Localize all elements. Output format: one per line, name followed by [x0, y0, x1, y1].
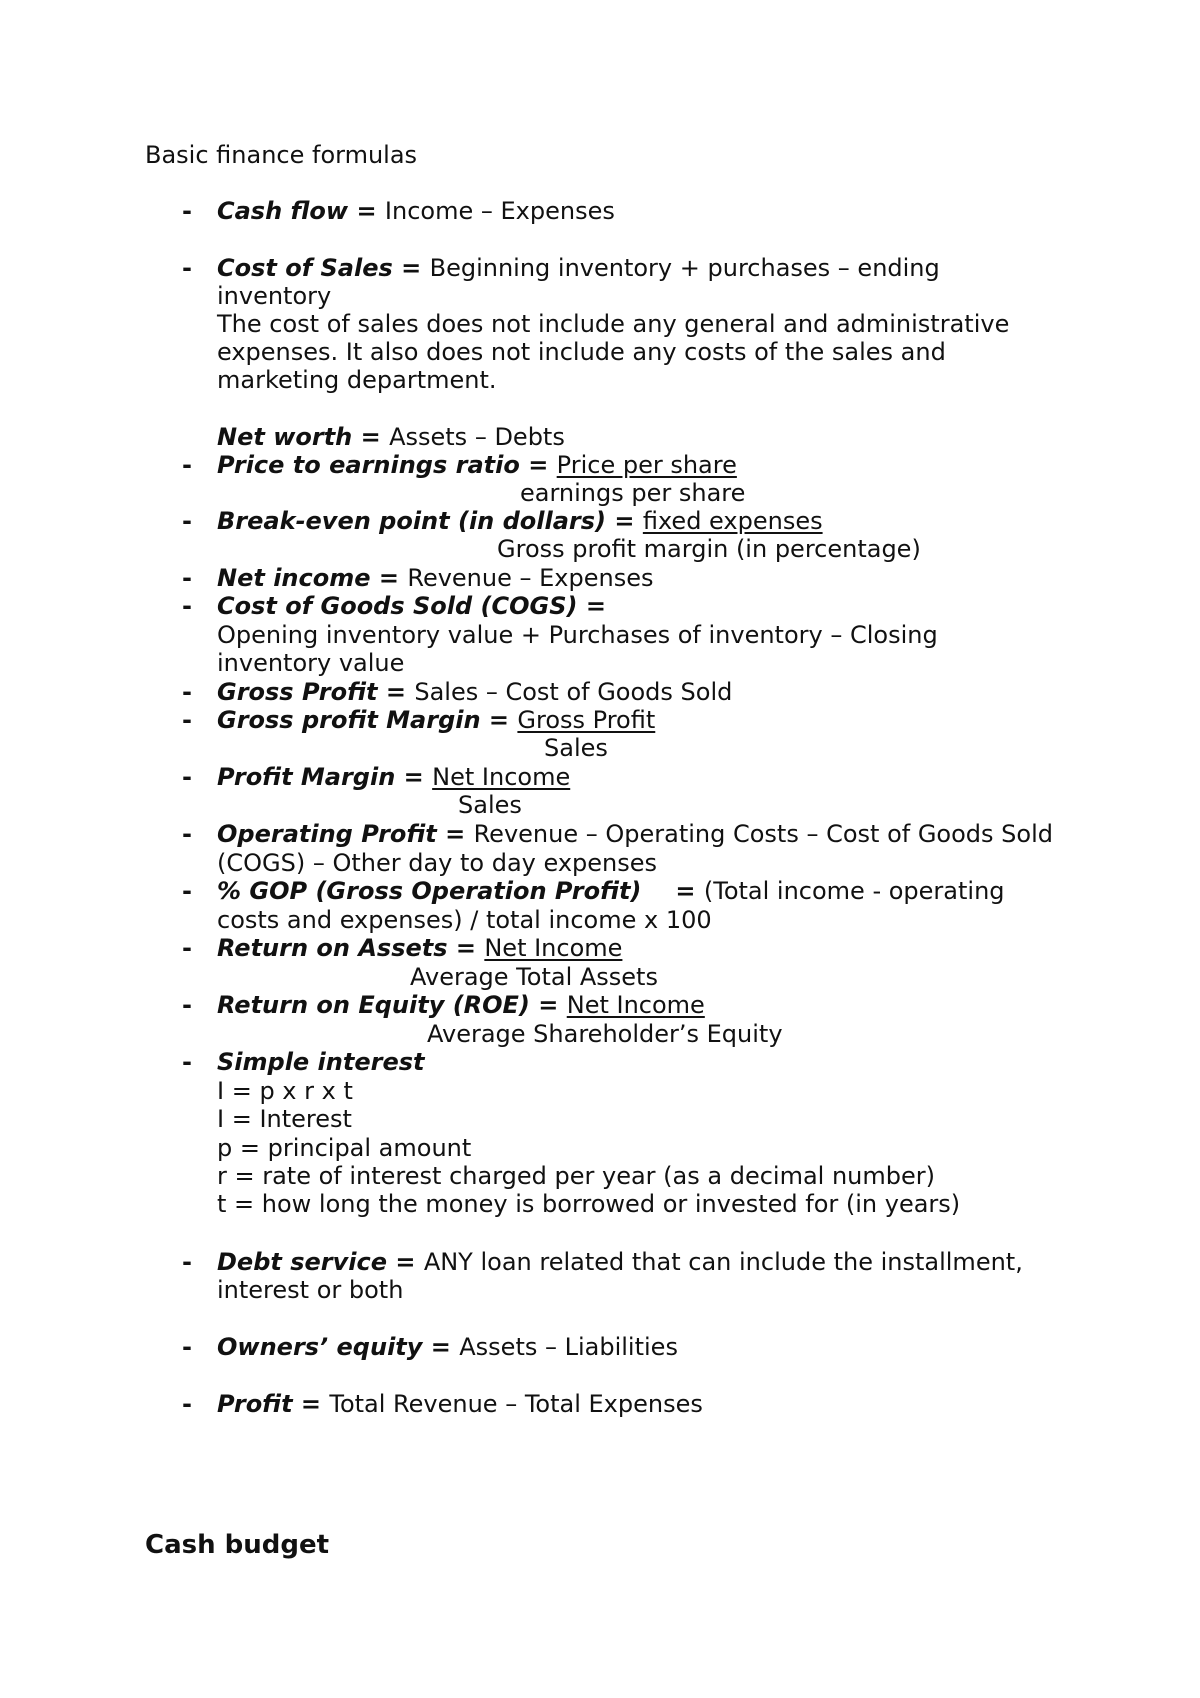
formula-cost-of-sales-line-2: inventory — [217, 282, 332, 310]
term-cash-flow: Cash flow — [217, 197, 349, 225]
formula-operating-profit-line-2: (COGS) – Other day to day expenses — [217, 849, 658, 877]
simple-interest-def-t: t = how long the money is borrowed or invested for (in years) — [217, 1190, 961, 1218]
formula-gross-profit: Sales – Cost of Goods Sold — [414, 678, 733, 706]
item-profit — [217, 1389, 703, 1419]
equals-sign: = — [577, 592, 606, 620]
denominator-gross-profit-margin: Sales — [544, 734, 608, 762]
formula-operating-profit-line-1: Revenue – Operating Costs – Cost of Goods Sold — [473, 820, 1053, 848]
formula-cogs-line-2: inventory value — [217, 649, 405, 677]
bullet-dash: - — [182, 507, 192, 535]
bullet-dash: - — [182, 1248, 192, 1276]
item-debt-service — [217, 1247, 1023, 1277]
formula-net-income: Revenue – Expenses — [407, 564, 654, 592]
bullet-dash: - — [182, 1390, 192, 1418]
item-pe-ratio — [217, 450, 737, 480]
item-gop — [217, 876, 1005, 906]
bullet-dash: - — [182, 991, 192, 1019]
numerator-roa: Net Income — [484, 934, 623, 962]
bullet-dash: - — [182, 254, 192, 282]
term-break-even: Break-even point (in dollars) — [217, 507, 607, 535]
term-roa: Return on Assets — [217, 934, 448, 962]
equals-sign: = — [606, 507, 643, 535]
equals-sign: = — [370, 564, 408, 592]
term-debt-service: Debt service — [217, 1248, 387, 1276]
item-owners-equity — [217, 1332, 678, 1362]
formula-cost-of-sales-line-1: Beginning inventory + purchases – ending — [429, 254, 940, 282]
term-operating-profit: Operating Profit — [217, 820, 437, 848]
formula-profit: Total Revenue – Total Expenses — [329, 1390, 703, 1418]
item-roe — [217, 990, 705, 1020]
formula-debt-service-line-1: ANY loan related that can include the installment, — [423, 1248, 1023, 1276]
term-gross-profit: Gross Profit — [217, 678, 378, 706]
equals-sign: = — [675, 877, 704, 905]
equals-sign: = — [519, 451, 557, 479]
denominator-roe: Average Shareholder’s Equity — [427, 1020, 783, 1048]
item-operating-profit — [217, 819, 1053, 849]
note-cost-of-sales-line-1: The cost of sales does not include any general and administrative — [217, 310, 1010, 338]
note-cost-of-sales-line-3: marketing department. — [217, 366, 497, 394]
formula-gop-line-1: (Total income - operating — [703, 877, 1005, 905]
formula-gop-line-2: costs and expenses) / total income x 100 — [217, 906, 712, 934]
bullet-dash: - — [182, 934, 192, 962]
term-owners-equity: Owners’ equity — [217, 1333, 423, 1361]
equals-sign: = — [377, 678, 415, 706]
denominator-pe-ratio: earnings per share — [520, 479, 746, 507]
term-net-income: Net income — [217, 564, 371, 592]
formula-cash-flow: Income – Expenses — [384, 197, 615, 225]
item-cogs — [217, 591, 606, 621]
term-profit: Profit — [217, 1390, 293, 1418]
simple-interest-formula: I = p x r x t — [217, 1077, 353, 1105]
term-cogs: Cost of Goods Sold (COGS) — [217, 592, 578, 620]
bullet-dash: - — [182, 564, 192, 592]
bullet-dash: - — [182, 592, 192, 620]
term-net-worth: Net worth — [217, 423, 353, 451]
equals-sign: = — [529, 991, 567, 1019]
bullet-dash: - — [182, 820, 192, 848]
simple-interest-def-r: r = rate of interest charged per year (as a decimal number) — [217, 1162, 935, 1190]
bullet-dash: - — [182, 678, 192, 706]
equals-sign: = — [292, 1390, 330, 1418]
item-net-income — [217, 563, 653, 593]
item-cash-flow — [217, 196, 615, 226]
item-roa — [217, 933, 622, 963]
simple-interest-def-p: p = principal amount — [217, 1134, 472, 1162]
bullet-dash: - — [182, 1333, 192, 1361]
bullet-dash: - — [182, 451, 192, 479]
item-gross-profit-margin — [217, 705, 655, 735]
term-pe-ratio: Price to earnings ratio — [217, 451, 520, 479]
bullet-dash: - — [182, 706, 192, 734]
denominator-profit-margin: Sales — [458, 791, 522, 819]
simple-interest-def-i: I = Interest — [217, 1105, 352, 1133]
term-simple-interest: Simple interest — [217, 1048, 425, 1076]
formula-debt-service-line-2: interest or both — [217, 1276, 404, 1304]
item-gross-profit — [217, 677, 732, 707]
item-break-even — [217, 506, 823, 536]
term-cost-of-sales: Cost of Sales — [217, 254, 393, 282]
formula-cogs-line-1: Opening inventory value + Purchases of inventory – Closing — [217, 621, 938, 649]
equals-sign: = — [480, 706, 518, 734]
equals-sign: = — [395, 763, 433, 791]
numerator-gross-profit-margin: Gross Profit — [517, 706, 656, 734]
term-roe: Return on Equity (ROE) — [217, 991, 530, 1019]
item-cost-of-sales — [217, 253, 940, 283]
item-net-worth — [217, 422, 565, 452]
denominator-roa: Average Total Assets — [410, 963, 658, 991]
bullet-dash: - — [182, 197, 192, 225]
bullet-dash: - — [182, 877, 192, 905]
equals-sign: = — [392, 254, 430, 282]
page-title: Basic finance formulas — [145, 141, 418, 169]
numerator-pe-ratio: Price per share — [556, 451, 737, 479]
bullet-dash: - — [182, 763, 192, 791]
term-gross-profit-margin: Gross profit Margin — [217, 706, 481, 734]
equals-sign: = — [422, 1333, 460, 1361]
section-heading-cash-budget: Cash budget — [145, 1530, 330, 1560]
equals-sign: = — [447, 934, 485, 962]
equals-sign: = — [348, 197, 385, 225]
denominator-break-even: Gross profit margin (in percentage) — [497, 535, 921, 563]
equals-sign: = — [436, 820, 474, 848]
bullet-dash: - — [182, 1048, 192, 1076]
term-profit-margin: Profit Margin — [217, 763, 396, 791]
numerator-profit-margin: Net Income — [432, 763, 571, 791]
equals-sign: = — [352, 423, 390, 451]
formula-owners-equity: Assets – Liabilities — [459, 1333, 678, 1361]
item-profit-margin — [217, 762, 570, 792]
formula-net-worth: Assets – Debts — [389, 423, 565, 451]
numerator-break-even: fixed expenses — [642, 507, 823, 535]
equals-sign: = — [386, 1248, 424, 1276]
numerator-roe: Net Income — [566, 991, 705, 1019]
note-cost-of-sales-line-2: expenses. It also does not include any costs of the sales and — [217, 338, 946, 366]
term-gop: % GOP (Gross Operation Profit) — [217, 877, 642, 905]
